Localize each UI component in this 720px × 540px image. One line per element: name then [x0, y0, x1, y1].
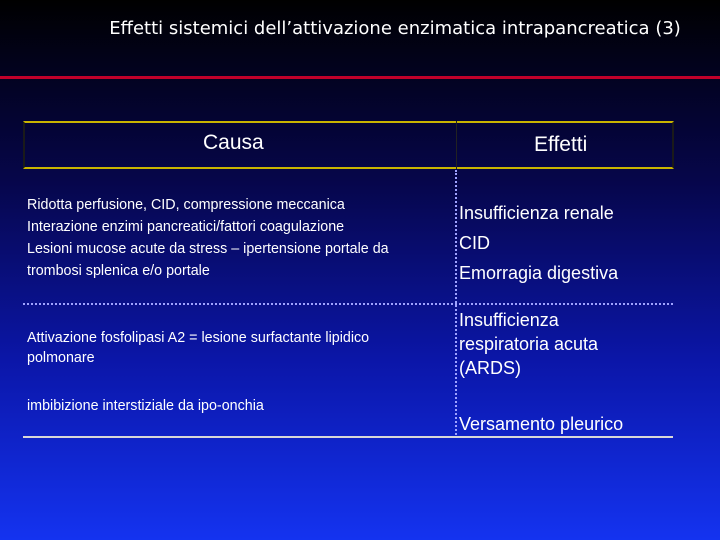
effect-cell-3: [459, 412, 674, 436]
cause-line: imbibizione interstiziale da ipo-onchia: [27, 398, 264, 414]
cause-cell-1: [27, 194, 447, 282]
effect-line: Insufficienza: [459, 310, 559, 330]
header-column-divider: [456, 121, 457, 169]
cause-line: polmonare: [27, 350, 95, 366]
row-divider: [23, 303, 673, 305]
header-effects: Effetti: [534, 133, 588, 156]
effect-cell-1: [459, 198, 674, 288]
cause-line: Ridotta perfusione, CID, compressione meccanica: [27, 197, 345, 213]
header-cause: Causa: [203, 131, 264, 154]
cause-line: trombosi splenica e/o portale: [27, 263, 210, 279]
cause-line: Attivazione fosfolipasi A2 = lesione surfactante lipidico: [27, 330, 370, 346]
slide-title: Effetti sistemici dell’attivazione enzimatica intrapancreatica (3): [109, 18, 681, 39]
effect-cell-2: [459, 308, 674, 380]
effect-line: CID: [459, 233, 490, 253]
title-divider: [0, 76, 720, 79]
effect-line: respiratoria acuta: [459, 334, 599, 354]
effect-line: Insufficienza renale: [459, 203, 614, 223]
effect-line: Versamento pleurico: [459, 414, 624, 434]
table-bottom-rule: [23, 436, 673, 438]
cause-line: Lesioni mucose acute da stress – ipertensione portale da: [27, 241, 389, 257]
effect-line: Emorragia digestiva: [459, 263, 619, 283]
cause-line: Interazione enzimi pancreatici/fattori coagulazione: [27, 219, 345, 235]
effect-line: (ARDS): [459, 358, 521, 378]
cause-cell-2: [27, 328, 447, 368]
cause-cell-3: [27, 395, 447, 417]
